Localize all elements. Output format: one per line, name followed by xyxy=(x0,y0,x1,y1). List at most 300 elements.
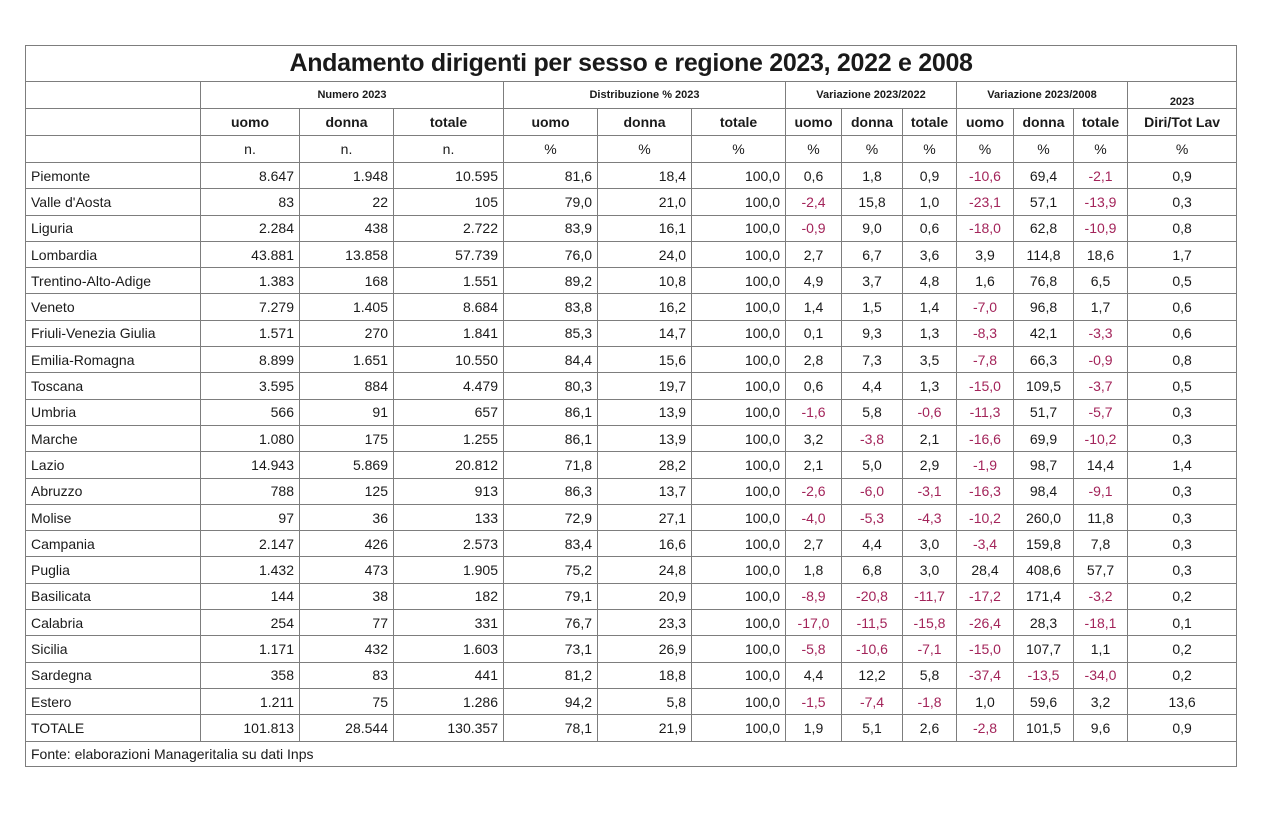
table-cell: -3,2 xyxy=(1074,583,1128,609)
table-cell: 182 xyxy=(394,583,504,609)
table-row xyxy=(26,241,1237,267)
column-header: donna xyxy=(842,109,903,136)
column-header: uomo xyxy=(504,109,598,136)
table-cell: 2.722 xyxy=(394,215,504,241)
table-cell: 0,6 xyxy=(1128,320,1237,346)
table-cell: -5,3 xyxy=(842,504,903,530)
region-name: Calabria xyxy=(26,610,201,636)
region-name: Sicilia xyxy=(26,636,201,662)
table-cell: -37,4 xyxy=(957,662,1014,688)
table-cell: -2,4 xyxy=(786,189,842,215)
table-cell: 86,1 xyxy=(504,425,598,451)
table-cell: 0,5 xyxy=(1128,373,1237,399)
table-cell: 15,6 xyxy=(598,347,692,373)
table-row xyxy=(26,531,1237,557)
table-cell: 3,5 xyxy=(903,347,957,373)
table-cell: 10.550 xyxy=(394,347,504,373)
table-cell: -2,8 xyxy=(957,715,1014,741)
region-name: Lazio xyxy=(26,452,201,478)
table-cell: 12,2 xyxy=(842,662,903,688)
table-row xyxy=(26,189,1237,215)
table-cell: 5,1 xyxy=(842,715,903,741)
table-cell: 1,4 xyxy=(1128,452,1237,478)
table-cell: 3.595 xyxy=(201,373,300,399)
table-cell: 0,9 xyxy=(1128,163,1237,189)
table-cell: -1,9 xyxy=(957,452,1014,478)
table-cell: -8,9 xyxy=(786,583,842,609)
table-cell: 1.905 xyxy=(394,557,504,583)
table-cell: -8,3 xyxy=(957,320,1014,346)
table-cell: 100,0 xyxy=(692,610,786,636)
table-row xyxy=(26,688,1237,714)
table-cell: -10,2 xyxy=(1074,425,1128,451)
table-cell: 5,0 xyxy=(842,452,903,478)
table-cell: 75,2 xyxy=(504,557,598,583)
table-cell: 83 xyxy=(201,189,300,215)
table-cell: 1.948 xyxy=(300,163,394,189)
table-cell: 260,0 xyxy=(1014,504,1074,530)
table-cell: 0,6 xyxy=(786,163,842,189)
table-cell: 24,8 xyxy=(598,557,692,583)
table-cell: -17,0 xyxy=(786,610,842,636)
table-cell: 3,9 xyxy=(957,241,1014,267)
table-cell: 4.479 xyxy=(394,373,504,399)
table-cell: 171,4 xyxy=(1014,583,1074,609)
table-cell: 100,0 xyxy=(692,715,786,741)
region-name: Toscana xyxy=(26,373,201,399)
table-cell: 0,3 xyxy=(1128,504,1237,530)
unit-header: n. xyxy=(394,136,504,163)
table-cell: 42,1 xyxy=(1014,320,1074,346)
table-row xyxy=(26,715,1237,741)
table-cell: 43.881 xyxy=(201,241,300,267)
unit-header-empty xyxy=(26,136,201,163)
table-cell: -0,9 xyxy=(1074,347,1128,373)
table-cell: 5,8 xyxy=(903,662,957,688)
table-cell: 1,1 xyxy=(1074,636,1128,662)
table-cell: 358 xyxy=(201,662,300,688)
unit-header: % xyxy=(504,136,598,163)
region-name: Molise xyxy=(26,504,201,530)
table-cell: 0,3 xyxy=(1128,531,1237,557)
table-cell: 79,0 xyxy=(504,189,598,215)
unit-header: % xyxy=(842,136,903,163)
table-row xyxy=(26,268,1237,294)
table-cell: 3,2 xyxy=(786,425,842,451)
table-cell: 657 xyxy=(394,399,504,425)
region-name: Piemonte xyxy=(26,163,201,189)
table-cell: -1,6 xyxy=(786,399,842,425)
table-cell: 0,3 xyxy=(1128,189,1237,215)
table-cell: 16,2 xyxy=(598,294,692,320)
table-cell: 84,4 xyxy=(504,347,598,373)
table-cell: 8.684 xyxy=(394,294,504,320)
sub-header-empty xyxy=(26,109,201,136)
table-row xyxy=(26,662,1237,688)
table-cell: 441 xyxy=(394,662,504,688)
table-cell: 75 xyxy=(300,688,394,714)
group-header-year: 2023 xyxy=(1128,82,1237,109)
table-cell: -18,1 xyxy=(1074,610,1128,636)
table-cell: 69,4 xyxy=(1014,163,1074,189)
table-cell: 2,8 xyxy=(786,347,842,373)
table-cell: -10,6 xyxy=(842,636,903,662)
table-cell: -7,1 xyxy=(903,636,957,662)
table-cell: -1,8 xyxy=(903,688,957,714)
table-cell: 5,8 xyxy=(842,399,903,425)
column-header: donna xyxy=(598,109,692,136)
table-row xyxy=(26,504,1237,530)
table-cell: 2.284 xyxy=(201,215,300,241)
table-cell: 100,0 xyxy=(692,583,786,609)
table-cell: 6,5 xyxy=(1074,268,1128,294)
table-row xyxy=(26,452,1237,478)
table-cell: 89,2 xyxy=(504,268,598,294)
table-cell: 100,0 xyxy=(692,268,786,294)
table-row xyxy=(26,583,1237,609)
table-cell: 0,6 xyxy=(1128,294,1237,320)
table-cell: 107,7 xyxy=(1014,636,1074,662)
table-cell: 97 xyxy=(201,504,300,530)
table-cell: 57.739 xyxy=(394,241,504,267)
table-cell: 76,7 xyxy=(504,610,598,636)
table-cell: 19,7 xyxy=(598,373,692,399)
table-cell: -3,4 xyxy=(957,531,1014,557)
table-cell: 270 xyxy=(300,320,394,346)
group-header-empty xyxy=(26,82,201,109)
table-cell: 100,0 xyxy=(692,399,786,425)
table-cell: 9,3 xyxy=(842,320,903,346)
table-cell: 21,0 xyxy=(598,189,692,215)
region-name: Veneto xyxy=(26,294,201,320)
table-cell: -10,2 xyxy=(957,504,1014,530)
column-header: uomo xyxy=(786,109,842,136)
table-cell: -7,8 xyxy=(957,347,1014,373)
table-row xyxy=(26,478,1237,504)
table-cell: 27,1 xyxy=(598,504,692,530)
table-cell: 8.647 xyxy=(201,163,300,189)
table-cell: 1,5 xyxy=(842,294,903,320)
table-cell: 100,0 xyxy=(692,688,786,714)
table-cell: 101.813 xyxy=(201,715,300,741)
table-cell: 438 xyxy=(300,215,394,241)
table-cell: -10,9 xyxy=(1074,215,1128,241)
table-cell: 13,9 xyxy=(598,399,692,425)
table-cell: 100,0 xyxy=(692,531,786,557)
table-row xyxy=(26,636,1237,662)
unit-header: % xyxy=(1074,136,1128,163)
table-cell: 4,4 xyxy=(842,531,903,557)
table-cell: 28,3 xyxy=(1014,610,1074,636)
table-cell: 1.405 xyxy=(300,294,394,320)
table-cell: 1.571 xyxy=(201,320,300,346)
column-header: totale xyxy=(394,109,504,136)
column-header: uomo xyxy=(957,109,1014,136)
table-cell: 100,0 xyxy=(692,347,786,373)
table-cell: -2,1 xyxy=(1074,163,1128,189)
table-cell: 86,3 xyxy=(504,478,598,504)
table-cell: 1,4 xyxy=(903,294,957,320)
table-cell: 913 xyxy=(394,478,504,504)
table-cell: -17,2 xyxy=(957,583,1014,609)
table-cell: 24,0 xyxy=(598,241,692,267)
table-cell: 1,0 xyxy=(903,189,957,215)
table-cell: 100,0 xyxy=(692,189,786,215)
table-cell: -23,1 xyxy=(957,189,1014,215)
table-cell: 23,3 xyxy=(598,610,692,636)
table-cell: 7.279 xyxy=(201,294,300,320)
table-cell: 100,0 xyxy=(692,636,786,662)
table-cell: 18,8 xyxy=(598,662,692,688)
table-cell: -20,8 xyxy=(842,583,903,609)
table-cell: 13,9 xyxy=(598,425,692,451)
unit-header: n. xyxy=(201,136,300,163)
table-cell: 28.544 xyxy=(300,715,394,741)
table-cell: 0,3 xyxy=(1128,557,1237,583)
table-cell: 59,6 xyxy=(1014,688,1074,714)
region-name: Lombardia xyxy=(26,241,201,267)
table-cell: 9,6 xyxy=(1074,715,1128,741)
table-cell: 80,3 xyxy=(504,373,598,399)
table-cell: -3,7 xyxy=(1074,373,1128,399)
region-name: Liguria xyxy=(26,215,201,241)
table-cell: 57,7 xyxy=(1074,557,1128,583)
table-cell: 4,4 xyxy=(786,662,842,688)
table-cell: -10,6 xyxy=(957,163,1014,189)
region-name: Abruzzo xyxy=(26,478,201,504)
table-cell: 11,8 xyxy=(1074,504,1128,530)
table-cell: 14,7 xyxy=(598,320,692,346)
table-cell: 8.899 xyxy=(201,347,300,373)
table-cell: 0,2 xyxy=(1128,583,1237,609)
table-cell: 100,0 xyxy=(692,373,786,399)
column-header: totale xyxy=(1074,109,1128,136)
table-row xyxy=(26,347,1237,373)
table-cell: 9,0 xyxy=(842,215,903,241)
table-cell: 4,9 xyxy=(786,268,842,294)
table-cell: -7,4 xyxy=(842,688,903,714)
table-cell: 0,6 xyxy=(786,373,842,399)
table-cell: 81,2 xyxy=(504,662,598,688)
table-cell: 15,8 xyxy=(842,189,903,215)
table-cell: 0,3 xyxy=(1128,425,1237,451)
table-cell: 1.841 xyxy=(394,320,504,346)
table-row xyxy=(26,373,1237,399)
table-row xyxy=(26,215,1237,241)
table-cell: -26,4 xyxy=(957,610,1014,636)
table-cell: 0,2 xyxy=(1128,662,1237,688)
table-cell: 0,2 xyxy=(1128,636,1237,662)
column-header: donna xyxy=(1014,109,1074,136)
region-name: Puglia xyxy=(26,557,201,583)
dirigenti-table xyxy=(25,45,1237,767)
table-cell: -15,0 xyxy=(957,636,1014,662)
table-row xyxy=(26,425,1237,451)
table-cell: -5,8 xyxy=(786,636,842,662)
table-cell: -13,5 xyxy=(1014,662,1074,688)
group-header-numero: Numero 2023 xyxy=(201,82,504,109)
table-row xyxy=(26,399,1237,425)
table-cell: 0,3 xyxy=(1128,478,1237,504)
table-cell: 76,0 xyxy=(504,241,598,267)
region-name: Marche xyxy=(26,425,201,451)
table-cell: 3,2 xyxy=(1074,688,1128,714)
table-cell: 62,8 xyxy=(1014,215,1074,241)
region-name: Estero xyxy=(26,688,201,714)
table-cell: 0,1 xyxy=(786,320,842,346)
table-cell: 1.383 xyxy=(201,268,300,294)
table-cell: 20.812 xyxy=(394,452,504,478)
region-name: TOTALE xyxy=(26,715,201,741)
table-cell: 2,6 xyxy=(903,715,957,741)
table-cell: 79,1 xyxy=(504,583,598,609)
region-name: Friuli-Venezia Giulia xyxy=(26,320,201,346)
table-cell: 86,1 xyxy=(504,399,598,425)
table-row xyxy=(26,610,1237,636)
table-cell: 0,9 xyxy=(1128,715,1237,741)
table-cell: -9,1 xyxy=(1074,478,1128,504)
table-cell: 100,0 xyxy=(692,452,786,478)
table-cell: 1,0 xyxy=(957,688,1014,714)
table-cell: 1,9 xyxy=(786,715,842,741)
table-cell: 1,8 xyxy=(786,557,842,583)
table-cell: 38 xyxy=(300,583,394,609)
table-cell: 10.595 xyxy=(394,163,504,189)
table-cell: 1,6 xyxy=(957,268,1014,294)
report-table-container xyxy=(25,45,1236,767)
table-cell: 0,6 xyxy=(903,215,957,241)
region-name: Emilia-Romagna xyxy=(26,347,201,373)
table-row xyxy=(26,163,1237,189)
table-cell: 6,7 xyxy=(842,241,903,267)
table-cell: 4,4 xyxy=(842,373,903,399)
table-cell: 1.432 xyxy=(201,557,300,583)
group-header-distribuzione: Distribuzione % 2023 xyxy=(504,82,786,109)
table-cell: -11,3 xyxy=(957,399,1014,425)
table-cell: 144 xyxy=(201,583,300,609)
unit-header: % xyxy=(1128,136,1237,163)
table-cell: 566 xyxy=(201,399,300,425)
table-cell: 133 xyxy=(394,504,504,530)
table-cell: 5.869 xyxy=(300,452,394,478)
table-cell: 1,3 xyxy=(903,320,957,346)
table-cell: 1.255 xyxy=(394,425,504,451)
table-cell: 13,6 xyxy=(1128,688,1237,714)
table-cell: 13.858 xyxy=(300,241,394,267)
table-cell: 125 xyxy=(300,478,394,504)
table-cell: 98,4 xyxy=(1014,478,1074,504)
table-cell: -3,1 xyxy=(903,478,957,504)
table-cell: 1.603 xyxy=(394,636,504,662)
table-cell: 426 xyxy=(300,531,394,557)
table-cell: -34,0 xyxy=(1074,662,1128,688)
table-cell: 254 xyxy=(201,610,300,636)
table-cell: 1,7 xyxy=(1128,241,1237,267)
table-cell: 100,0 xyxy=(692,557,786,583)
table-cell: 0,3 xyxy=(1128,399,1237,425)
table-cell: 28,2 xyxy=(598,452,692,478)
table-cell: 432 xyxy=(300,636,394,662)
table-cell: -13,9 xyxy=(1074,189,1128,215)
unit-header: % xyxy=(598,136,692,163)
table-cell: 66,3 xyxy=(1014,347,1074,373)
unit-header: % xyxy=(957,136,1014,163)
table-cell: 16,6 xyxy=(598,531,692,557)
table-cell: -16,3 xyxy=(957,478,1014,504)
table-cell: 1.171 xyxy=(201,636,300,662)
unit-header: n. xyxy=(300,136,394,163)
table-cell: -0,9 xyxy=(786,215,842,241)
table-cell: 6,8 xyxy=(842,557,903,583)
table-cell: 100,0 xyxy=(692,294,786,320)
table-cell: 28,4 xyxy=(957,557,1014,583)
table-cell: 69,9 xyxy=(1014,425,1074,451)
table-cell: 96,8 xyxy=(1014,294,1074,320)
table-cell: 2,1 xyxy=(903,425,957,451)
table-cell: 2,9 xyxy=(903,452,957,478)
table-cell: 1.651 xyxy=(300,347,394,373)
table-cell: 0,8 xyxy=(1128,215,1237,241)
table-cell: -11,7 xyxy=(903,583,957,609)
table-cell: 5,8 xyxy=(598,688,692,714)
table-cell: 1.551 xyxy=(394,268,504,294)
table-cell: 100,0 xyxy=(692,163,786,189)
table-cell: -6,0 xyxy=(842,478,903,504)
table-cell: 57,1 xyxy=(1014,189,1074,215)
table-cell: -7,0 xyxy=(957,294,1014,320)
table-cell: 331 xyxy=(394,610,504,636)
table-cell: 1,4 xyxy=(786,294,842,320)
table-cell: 83,4 xyxy=(504,531,598,557)
table-cell: 168 xyxy=(300,268,394,294)
table-cell: 83 xyxy=(300,662,394,688)
table-cell: 16,1 xyxy=(598,215,692,241)
table-cell: 3,0 xyxy=(903,531,957,557)
group-header-variazione-2022: Variazione 2023/2022 xyxy=(786,82,957,109)
table-cell: 0,5 xyxy=(1128,268,1237,294)
table-cell: 51,7 xyxy=(1014,399,1074,425)
table-cell: 105 xyxy=(394,189,504,215)
table-cell: 3,0 xyxy=(903,557,957,583)
region-name: Campania xyxy=(26,531,201,557)
table-cell: 100,0 xyxy=(692,425,786,451)
table-cell: 130.357 xyxy=(394,715,504,741)
table-cell: -4,0 xyxy=(786,504,842,530)
table-cell: 1,3 xyxy=(903,373,957,399)
table-cell: 0,9 xyxy=(903,163,957,189)
table-cell: 101,5 xyxy=(1014,715,1074,741)
table-cell: 36 xyxy=(300,504,394,530)
table-cell: 2.573 xyxy=(394,531,504,557)
table-cell: 1.286 xyxy=(394,688,504,714)
table-cell: 83,9 xyxy=(504,215,598,241)
unit-header: % xyxy=(786,136,842,163)
table-cell: 100,0 xyxy=(692,504,786,530)
table-cell: 2,7 xyxy=(786,531,842,557)
table-cell: 109,5 xyxy=(1014,373,1074,399)
table-row xyxy=(26,320,1237,346)
table-cell: 10,8 xyxy=(598,268,692,294)
unit-header: % xyxy=(1014,136,1074,163)
table-cell: 0,8 xyxy=(1128,347,1237,373)
table-cell: 81,6 xyxy=(504,163,598,189)
column-header: totale xyxy=(903,109,957,136)
table-cell: 72,9 xyxy=(504,504,598,530)
table-cell: -3,3 xyxy=(1074,320,1128,346)
table-cell: 100,0 xyxy=(692,478,786,504)
table-cell: 1.080 xyxy=(201,425,300,451)
table-cell: 2,1 xyxy=(786,452,842,478)
